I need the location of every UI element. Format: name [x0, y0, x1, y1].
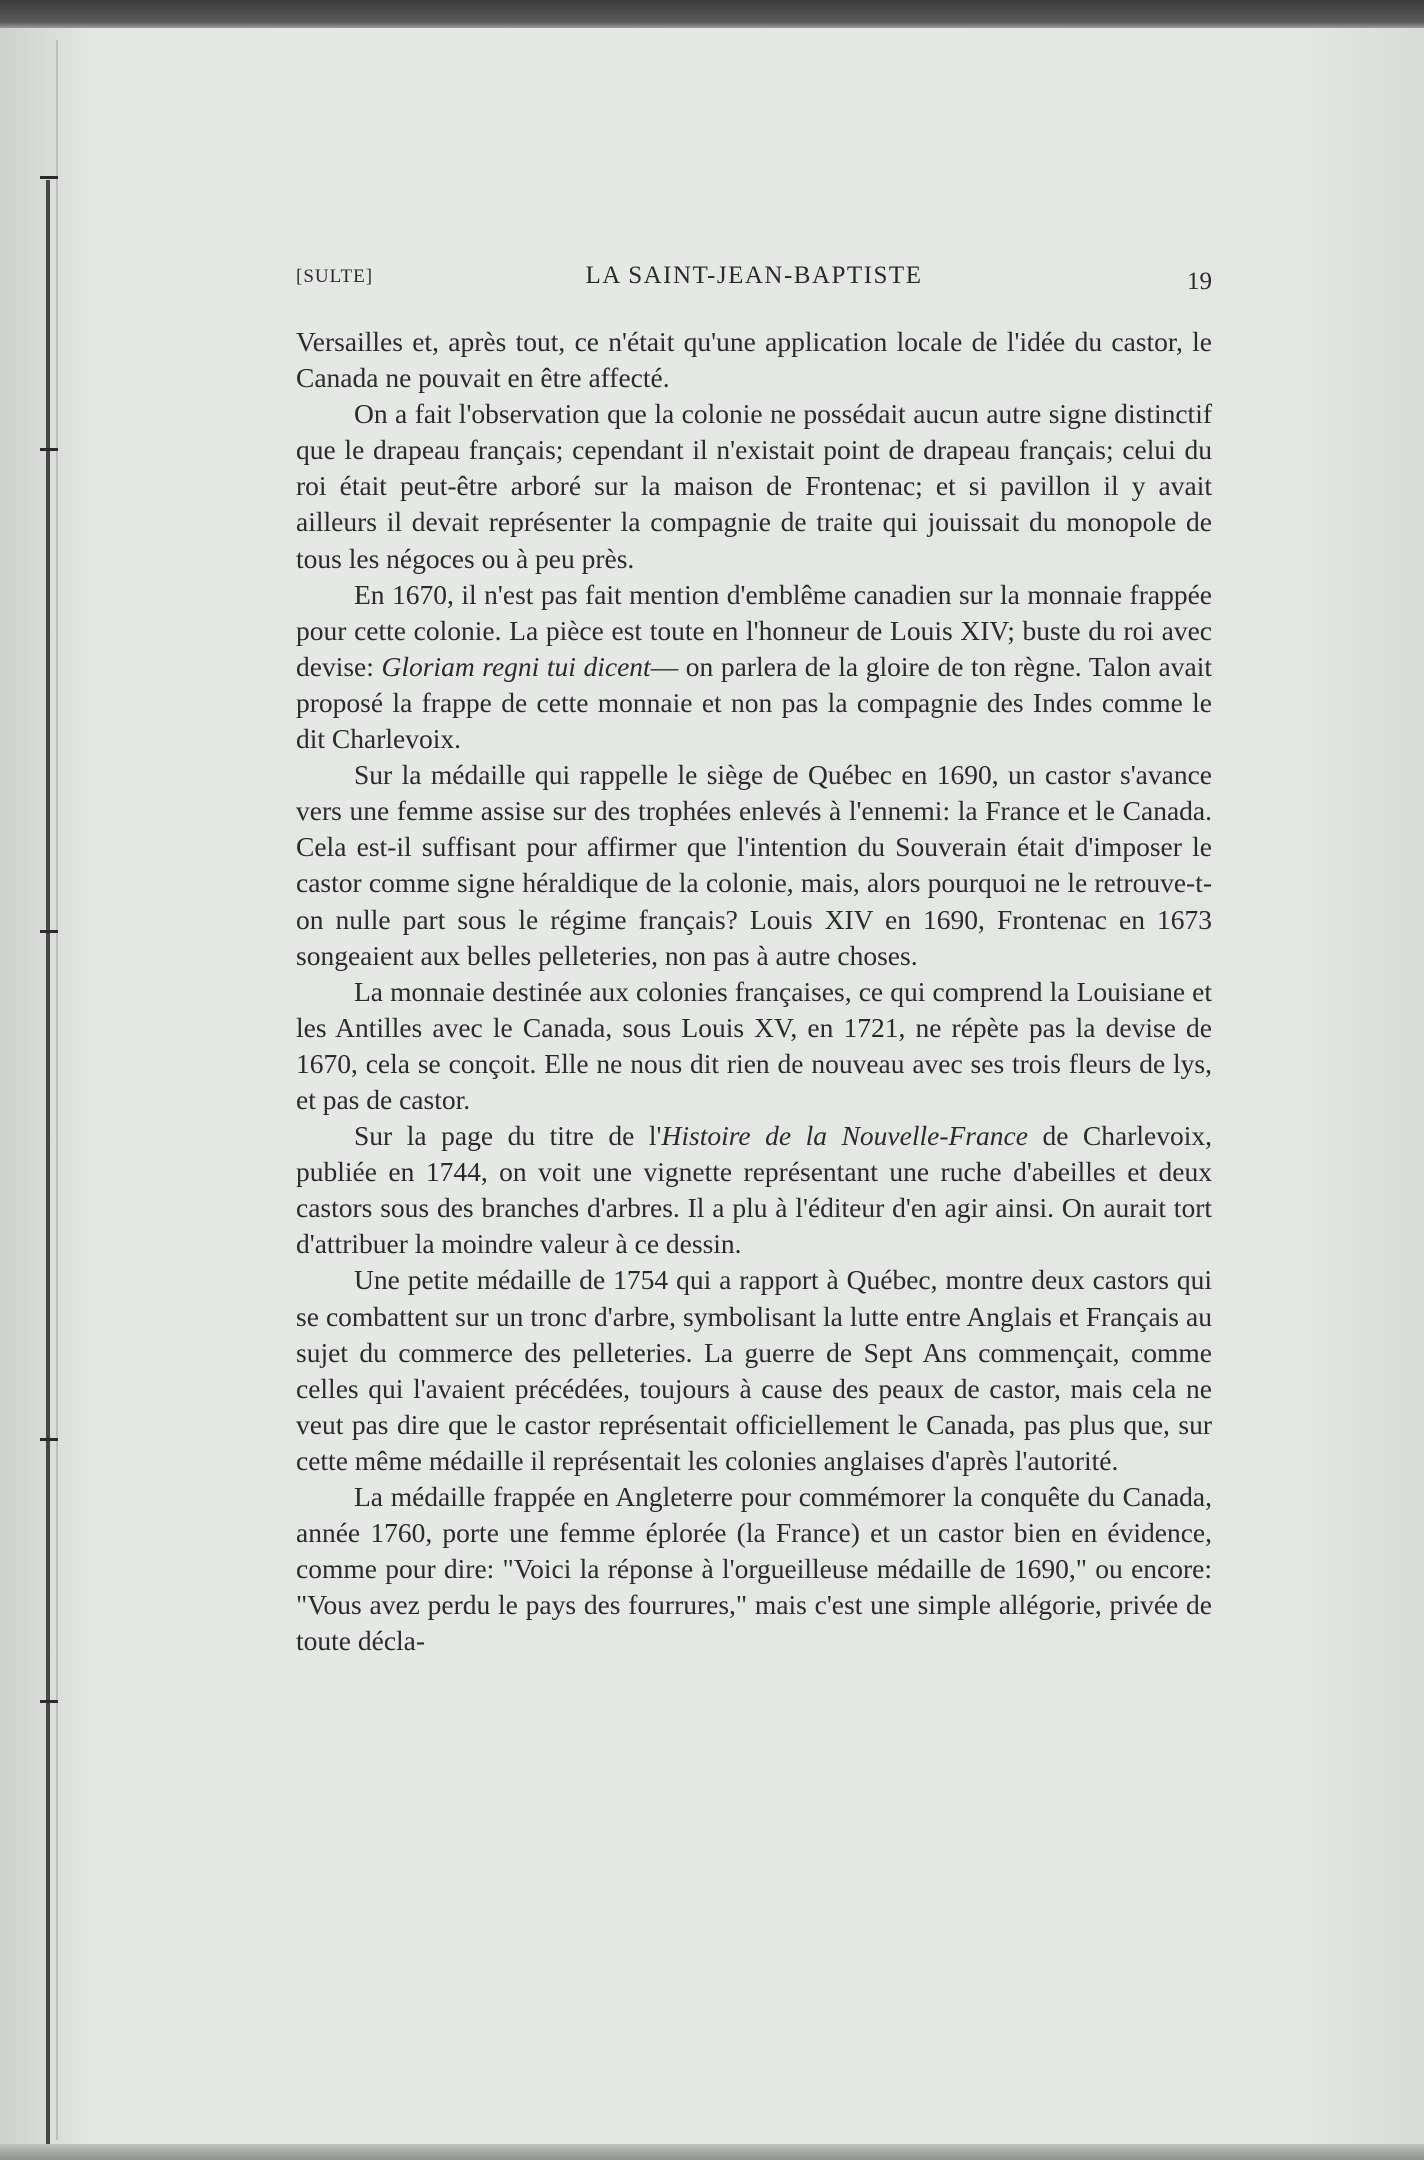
binding-mark — [40, 176, 58, 179]
text-segment: En 1670, il n'est pas fait mention d'emblême canadien sur la monnaie frappée pour cette colonie. La pièce est toute en l'honneur de Louis XIV; buste du roi avec devise: — [296, 578, 1212, 682]
scan-top-edge — [0, 0, 1424, 28]
paragraph — [296, 577, 1212, 757]
binding-mark — [40, 930, 58, 933]
italic-text: Histoire de la Nouvelle-France — [661, 1120, 1028, 1152]
binding-mark — [40, 1438, 58, 1441]
page-number: 19 — [1187, 268, 1212, 295]
text-segment: de Charlevoix, publiée en 1744, on voit une vignette représentant une ruche d'abeilles et deux castors sous des branches d'arbres. Il a plu à l'éditeur d'en agir ainsi. On aurait tort d'attribuer la moindre valeur à ce dessin. — [296, 1120, 1213, 1260]
text-segment: La médaille frappée en Angleterre pour commémorer la conquête du Canada, année 1760, porte une femme éplorée (la France) et un castor bien en évidence, comme pour dire: "Voici la réponse à l'orgueilleuse médaille de 1690," ou encore: "Vous avez perdu le pays des fourrures," mais c'est une simple allégorie, privée de toute décla- — [296, 1481, 1212, 1657]
scan-bottom-edge — [0, 2144, 1424, 2160]
text-segment: On a fait l'observation que la colonie ne possédait aucun autre signe distinctif que le drapeau français; cependant il n'existait point de drapeau français; celui du roi était peut-être arboré sur la maison de Frontenac; et si pavillon il y avait ailleurs il devait représenter la compagnie de traite qui jouissait du monopole de tous les négoces ou à peu près. — [296, 398, 1212, 574]
italic-text: Gloriam regni tui dicent — [381, 650, 651, 682]
running-head — [296, 262, 1212, 302]
paragraph — [296, 974, 1212, 1118]
paragraph — [296, 1479, 1212, 1659]
paragraph — [296, 1262, 1212, 1479]
binding-shadow — [56, 40, 58, 2140]
binding-mark — [40, 448, 58, 451]
text-segment: La monnaie destinée aux colonies françaises, ce qui comprend la Louisiane et les Antilles avec le Canada, sous Louis XV, en 1721, ne répète pas la devise de 1670, cela se conçoit. Elle ne nous dit rien de nouveau avec ses trois fleurs de lys, et pas de castor. — [296, 975, 1212, 1115]
binding-edge — [46, 180, 50, 2160]
text-segment: Sur la médaille qui rappelle le siège de Québec en 1690, un castor s'avance vers une femme assise sur des trophées enlevés à l'ennemi: la France et le Canada. Cela est-il suffisant pour affirmer que l'intention du Souverain était d'imposer le castor comme signe héraldique de la colonie, mais, alors pourquoi ne le retrouve-t-on nulle part sous le régime français? Louis XIV en 1690, Frontenac en 1673 songeaient aux belles pelleteries, non pas à autre choses. — [296, 759, 1212, 971]
text-segment: Versailles et, après tout, ce n'était qu'une application locale de l'idée du castor, le Canada ne pouvait en être affecté. — [296, 326, 1212, 394]
author-tag: [SULTE] — [296, 266, 374, 287]
text-segment: — on parlera de la gloire de ton règne. Talon avait proposé la frappe de cette monnaie et non pas la compagnie des Indes comme le dit Charlevoix. — [296, 650, 1212, 755]
paragraph — [296, 1118, 1212, 1262]
paragraph — [296, 396, 1212, 576]
paragraph — [296, 757, 1212, 974]
text-segment: Sur la page du titre de l' — [354, 1120, 662, 1152]
body-text — [296, 324, 1212, 1659]
paragraph — [296, 324, 1212, 396]
text-segment: Une petite médaille de 1754 qui a rapport à Québec, montre deux castors qui se combattent sur un tronc d'arbre, symbolisant la lutte entre Anglais et Français au sujet du commerce des pelleteries. La guerre de Sept Ans commençait, comme celles qui l'avaient précédées, toujours à cause des peaux de castor, mais cela ne veut pas dire que le castor représentait officiellement le Canada, pas plus que, sur cette même médaille il représentait les colonies anglaises d'après l'autorité. — [296, 1264, 1212, 1476]
binding-mark — [40, 1700, 58, 1703]
journal-title: LA SAINT-JEAN-BAPTISTE — [585, 262, 923, 289]
